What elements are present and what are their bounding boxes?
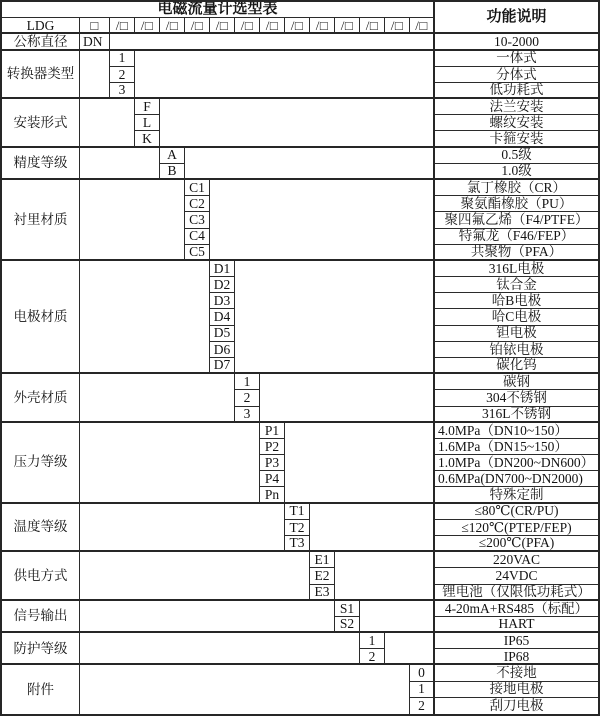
- option-code: 2: [410, 698, 435, 714]
- category-label: 衬里材质: [2, 180, 80, 261]
- category-label: 转换器类型: [2, 51, 80, 100]
- group-left-span: [80, 504, 285, 553]
- option-code: 1: [360, 633, 385, 649]
- option-code: T1: [285, 504, 310, 520]
- option-code: K: [135, 131, 160, 147]
- table-title: 电磁流量计选型表: [2, 2, 435, 18]
- option-code: D4: [210, 309, 235, 325]
- group-right-span: [335, 552, 435, 601]
- category-label: 外壳材质: [2, 374, 80, 423]
- option-code: D2: [210, 277, 235, 293]
- option-code: E1: [310, 552, 335, 568]
- option-code: B: [160, 164, 185, 180]
- function-description-header: 功能说明: [435, 2, 598, 34]
- option-code: T3: [285, 536, 310, 552]
- group-right-span: [235, 261, 435, 374]
- option-code: A: [160, 148, 185, 164]
- slot-code-box: /□: [385, 18, 410, 34]
- option-description: 分体式: [435, 67, 598, 83]
- group-right-span: [210, 180, 435, 261]
- option-code: 2: [110, 67, 135, 83]
- option-code: C5: [185, 245, 210, 261]
- option-description: 碳化钨: [435, 358, 598, 374]
- option-description: 刮刀电极: [489, 698, 544, 714]
- group-left-span: [80, 180, 185, 261]
- group-left-span: [80, 374, 235, 423]
- option-description: 1.0MPa（DN200~DN600）: [435, 455, 598, 471]
- group-right-span: [285, 423, 435, 504]
- group-right-span: [160, 99, 435, 148]
- option-description: 0.5级: [435, 148, 598, 164]
- group-right-span: [185, 148, 435, 180]
- option-description: 特殊定制: [435, 487, 598, 503]
- option-code: 2: [360, 649, 385, 665]
- option-description: 低功耗式: [435, 83, 598, 99]
- option-code: S1: [335, 601, 360, 617]
- option-description: 哈B电极: [435, 293, 598, 309]
- group-left-span: [80, 148, 160, 180]
- option-code: C3: [185, 212, 210, 228]
- group-right-span: [310, 504, 435, 553]
- slot-code-box: /□: [135, 18, 160, 34]
- option-description: 哈C电极: [435, 309, 598, 325]
- category-label: 安装形式: [2, 99, 80, 148]
- option-code: T2: [285, 520, 310, 536]
- group-left-span: [80, 665, 410, 714]
- option-description: 316L电极: [435, 261, 598, 277]
- group-right-span: [260, 374, 435, 423]
- option-code: 2: [235, 390, 260, 406]
- option-code: 1: [110, 51, 135, 67]
- option-description: 氯丁橡胶（CR）: [435, 180, 598, 196]
- option-description: 共聚物（PFA）: [435, 245, 598, 261]
- option-code: D3: [210, 293, 235, 309]
- option-code: F: [135, 99, 160, 115]
- group-right-span: [135, 51, 435, 100]
- group-left-span: [80, 51, 110, 100]
- slot-code-box: /□: [210, 18, 235, 34]
- option-code: C2: [185, 196, 210, 212]
- category-label: 防护等级: [2, 633, 80, 665]
- option-description: 1.6MPa（DN15~150）: [435, 439, 598, 455]
- option-description: 0.6MPa(DN700~DN2000): [435, 471, 598, 487]
- option-code: D1: [210, 261, 235, 277]
- option-code: C4: [185, 229, 210, 245]
- category-label: 附件: [2, 665, 80, 714]
- option-code: D5: [210, 326, 235, 342]
- group-left-span: [80, 633, 360, 665]
- option-description: 304不锈钢: [435, 390, 598, 406]
- category-label: 电极材质: [2, 261, 80, 374]
- group-right-span: [385, 633, 435, 665]
- slot-code-box: /□: [410, 18, 435, 34]
- option-description: 220VAC: [435, 552, 598, 568]
- option-description: 4-20mA+RS485（标配）: [435, 601, 598, 617]
- option-code: D6: [210, 342, 235, 358]
- option-description: 一体式: [435, 51, 598, 67]
- option-description: 法兰安装: [435, 99, 598, 115]
- option-description: 锂电池（仅限低功耗式）: [435, 585, 598, 601]
- option-description: 接地电极: [435, 682, 598, 698]
- option-description: IP68: [435, 649, 598, 665]
- group-left-span: [80, 261, 210, 374]
- option-code: D7: [210, 358, 235, 374]
- diameter-code-cell: DN: [80, 34, 110, 50]
- option-code: S2: [335, 617, 360, 633]
- option-description: 特氟龙（F46/FEP）: [435, 229, 598, 245]
- option-description: 316L不锈钢: [435, 407, 598, 423]
- option-description: 聚四氟乙烯（F4/PTFE）: [435, 212, 598, 228]
- slot-code-box: /□: [110, 18, 135, 34]
- option-code: P2: [260, 439, 285, 455]
- group-left-span: [80, 423, 260, 504]
- slot-code-box: /□: [235, 18, 260, 34]
- option-description: 1.0级: [435, 164, 598, 180]
- option-description: 不接地: [435, 665, 598, 681]
- category-label: 压力等级: [2, 423, 80, 504]
- slot-code-box: /□: [260, 18, 285, 34]
- category-label: 温度等级: [2, 504, 80, 553]
- slot-code-box: /□: [335, 18, 360, 34]
- option-code: E2: [310, 568, 335, 584]
- option-code: 1: [410, 682, 435, 698]
- group-left-span: [80, 99, 135, 148]
- category-label: 信号输出: [2, 601, 80, 633]
- option-description: 钽电极: [435, 326, 598, 342]
- option-code: C1: [185, 180, 210, 196]
- option-code: P3: [260, 455, 285, 471]
- group-left-span: [80, 601, 335, 633]
- option-code: 0: [410, 665, 435, 681]
- option-code: 1: [235, 374, 260, 390]
- slot-code-box: /□: [360, 18, 385, 34]
- option-description: ≤120℃(PTEP/FEP): [435, 520, 598, 536]
- option-code: E3: [310, 585, 335, 601]
- category-label: 精度等级: [2, 148, 80, 180]
- option-code: P1: [260, 423, 285, 439]
- option-description: 4.0MPa（DN10~150）: [435, 423, 598, 439]
- model-prefix-cell: LDG: [2, 18, 80, 34]
- slot-code-box: /□: [160, 18, 185, 34]
- slot-code-box: /□: [185, 18, 210, 34]
- diameter-category-label: 公称直径: [2, 34, 80, 50]
- option-description: 聚氨酯橡胶（PU）: [435, 196, 598, 212]
- slot-code-box: /□: [310, 18, 335, 34]
- option-code: L: [135, 115, 160, 131]
- group-left-span: [80, 552, 310, 601]
- diameter-span-cell: [110, 34, 435, 50]
- option-description: ≤200℃(PFA): [435, 536, 598, 552]
- option-description: HART: [435, 617, 598, 633]
- slot-code-box: /□: [285, 18, 310, 34]
- option-description: 24VDC: [435, 568, 598, 584]
- group-right-span: [360, 601, 435, 633]
- option-description: ≤80℃(CR/PU): [435, 504, 598, 520]
- option-code: 3: [235, 407, 260, 423]
- option-description: 螺纹安装: [435, 115, 598, 131]
- base-code-box: □: [80, 18, 110, 34]
- category-label: 供电方式: [2, 552, 80, 601]
- option-description: 铂铱电极: [435, 342, 598, 358]
- option-description: 碳钢: [435, 374, 598, 390]
- option-description: IP65: [435, 633, 598, 649]
- diameter-description-cell: 10-2000: [435, 34, 598, 50]
- option-description: 卡箍安装: [435, 131, 598, 147]
- option-description: 钛合金: [435, 277, 598, 293]
- option-code: P4: [260, 471, 285, 487]
- option-code: 3: [110, 83, 135, 99]
- option-code: Pn: [260, 487, 285, 503]
